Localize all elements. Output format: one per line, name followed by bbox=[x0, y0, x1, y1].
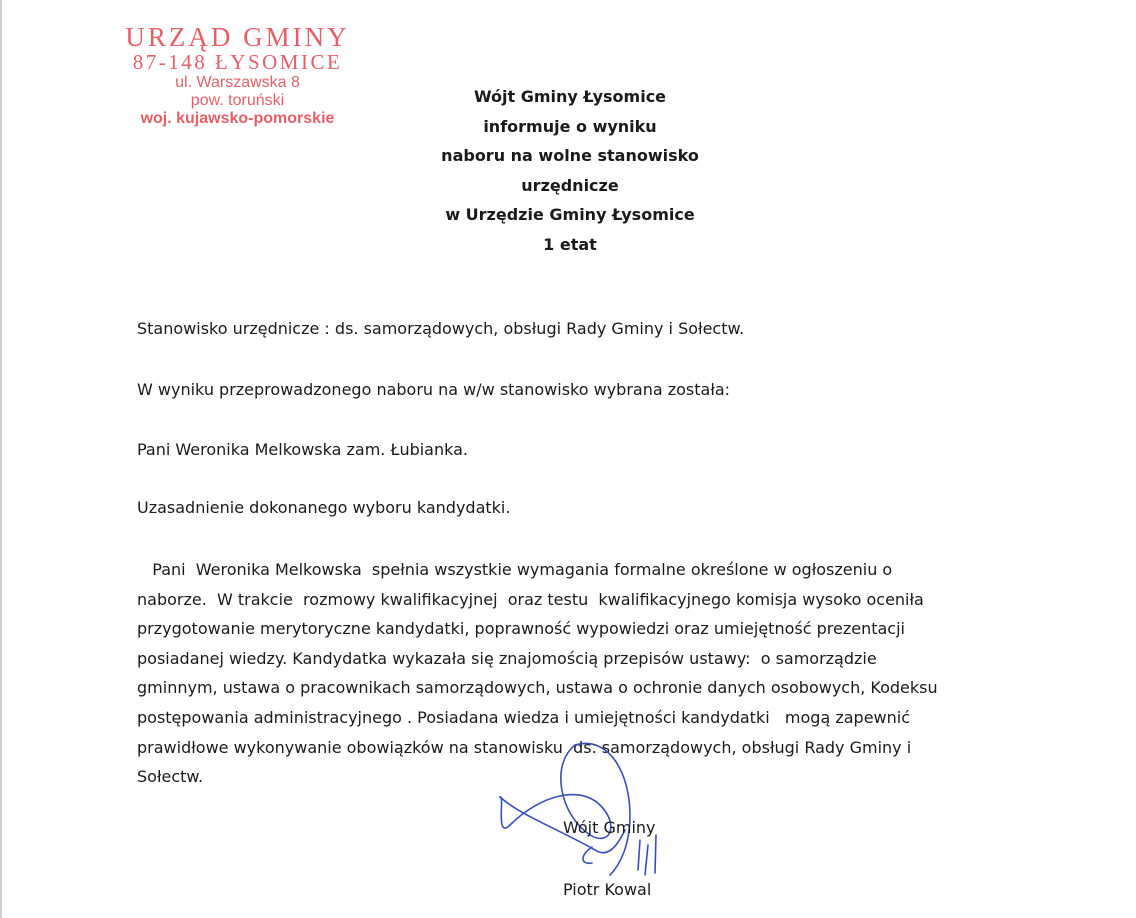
document-header bbox=[390, 82, 750, 259]
justification-line: posiadanej wiedzy. Kandydatka wykazała się znajomością przepisów ustawy: o samorządzie bbox=[137, 648, 877, 668]
handwritten-signature bbox=[480, 735, 700, 885]
signatory-title: Wójt Gminy bbox=[563, 818, 656, 837]
header-line-1: Wójt Gminy Łysomice bbox=[473, 87, 667, 106]
result-intro-paragraph: W wyniku przeprowadzonego naboru na w/w stanowisko wybrana została: bbox=[137, 380, 731, 399]
justification-line: gminnym, ustawa o pracownikach samorządowych, ustawa o ochronie danych osobowych, Kodeksu bbox=[137, 678, 938, 698]
office-stamp bbox=[95, 24, 380, 127]
stamp-line-street: ul. Warszawska 8 bbox=[175, 74, 300, 91]
stamp-line-office: URZĄD GMINY bbox=[125, 22, 350, 52]
justification-line: prawidłowe wykonywanie obowiązków na stanowisku ds. samorządowych, obsługi Rady Gminy i bbox=[137, 737, 912, 757]
stamp-line-postal: 87-148 ŁYSOMICE bbox=[132, 50, 343, 74]
stamp-line-county: pow. toruński bbox=[190, 92, 285, 109]
signatory-name: Piotr Kowal bbox=[563, 880, 652, 899]
justification-heading: Uzasadnienie dokonanego wyboru kandydatki. bbox=[137, 498, 511, 517]
justification-line: Pani Weronika Melkowska spełnia wszystkie wymagania formalne określone w ogłoszeniu o bbox=[137, 560, 893, 579]
stamp-line-voivodeship: woj. kujawsko-pomorskie bbox=[140, 110, 335, 127]
header-line-3: naboru na wolne stanowisko urzędnicze bbox=[441, 146, 699, 195]
selected-candidate-paragraph: Pani Weronika Melkowska zam. Łubianka. bbox=[137, 440, 468, 459]
header-line-2: informuje o wyniku bbox=[483, 116, 657, 136]
justification-line: postępowania administracyjnego . Posiadana wiedza i umiejętności kandydatki mogą zapewnić bbox=[137, 707, 910, 727]
header-line-5: 1 etat bbox=[543, 234, 597, 254]
page-edge bbox=[0, 0, 2, 918]
justification-line: naborze. W trakcie rozmowy kwalifikacyjnej oraz testu kwalifikacyjnego komisja wysoko oceniła bbox=[137, 589, 924, 609]
justification-line: przygotowanie merytoryczne kandydatki, poprawność wypowiedzi oraz umiejętność prezentacji bbox=[137, 619, 905, 639]
justification-line: Sołectw. bbox=[137, 767, 204, 787]
header-line-4: w Urzędzie Gminy Łysomice bbox=[445, 205, 695, 224]
position-paragraph: Stanowisko urzędnicze : ds. samorządowych, obsługi Rady Gminy i Sołectw. bbox=[137, 319, 745, 338]
